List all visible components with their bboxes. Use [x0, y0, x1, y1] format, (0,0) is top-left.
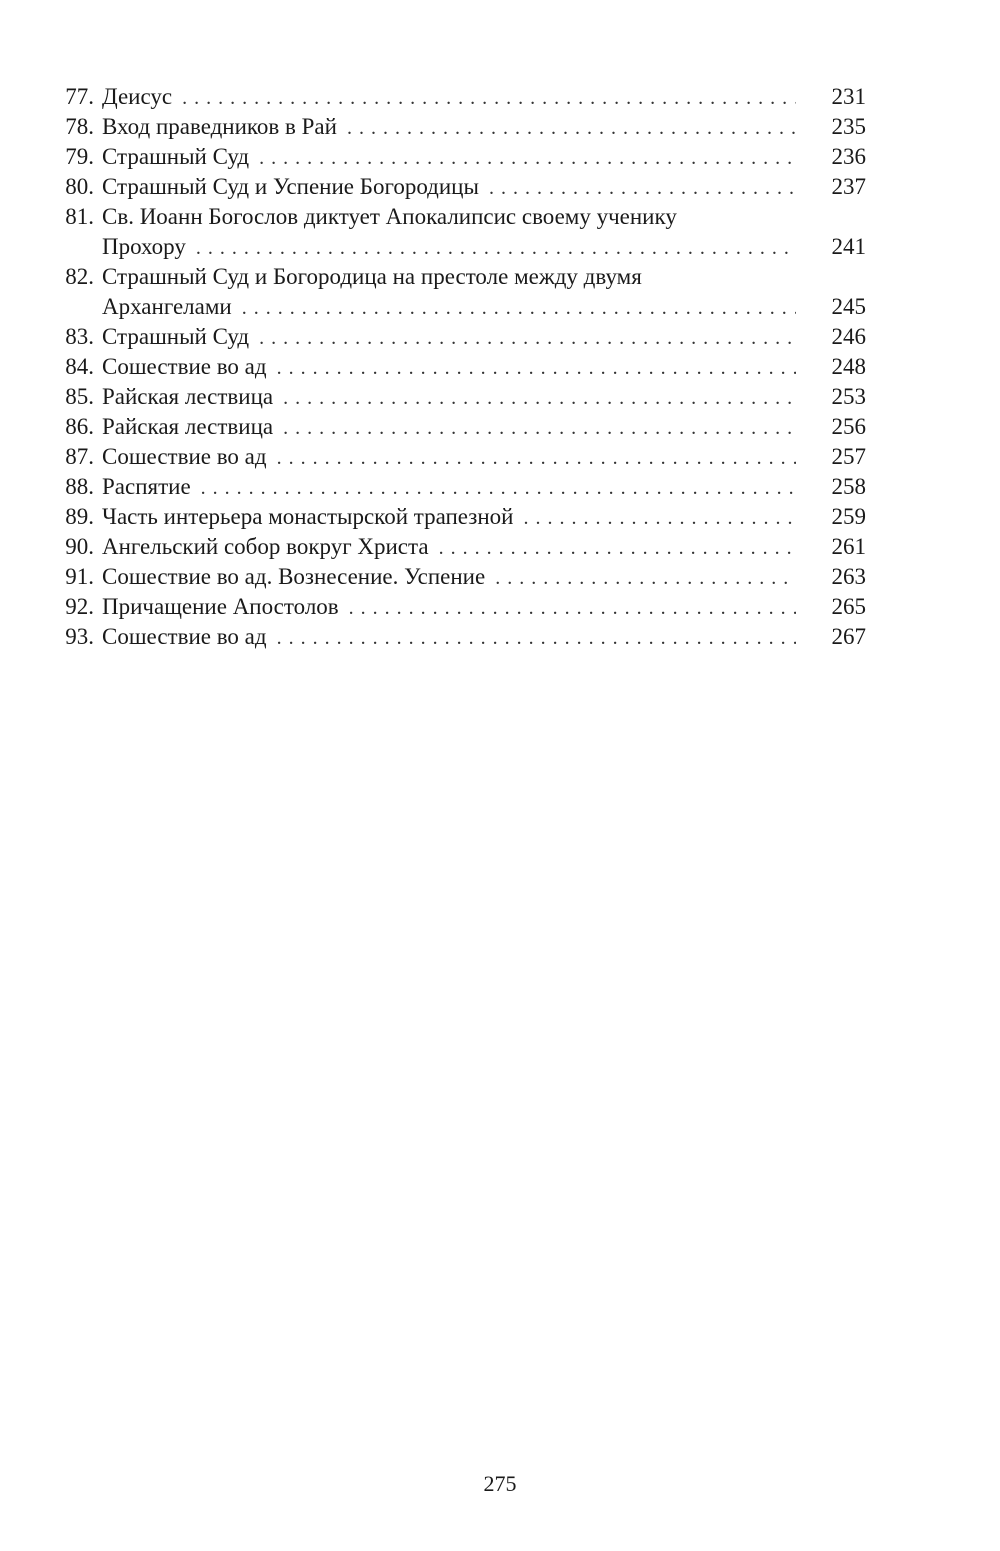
entry-title: Страшный Суд — [102, 324, 250, 349]
entry-title: Св. Иоанн Богослов диктует Апокалипсис своему ученику — [102, 204, 677, 229]
toc-entry-line — [46, 472, 866, 502]
toc-entry — [46, 112, 866, 142]
toc-entry — [46, 472, 866, 502]
entry-page-number: 235 — [831, 114, 866, 139]
dot-leader — [339, 593, 796, 623]
entry-page-number: 258 — [831, 474, 866, 499]
entry-page-number: 246 — [831, 324, 866, 349]
entry-title: Распятие — [102, 474, 191, 499]
toc-entry-line — [46, 562, 866, 592]
toc-entry-line — [46, 502, 866, 532]
entry-page-number: 236 — [831, 144, 866, 169]
entry-title: Сошествие во ад — [102, 444, 267, 469]
entry-number: 86. — [65, 414, 94, 439]
entry-title: Прохору — [102, 234, 186, 259]
toc-entry — [46, 142, 866, 172]
dot-leader — [337, 113, 796, 143]
entry-page-number: 237 — [831, 174, 866, 199]
entry-title: Ангельский собор вокруг Христа — [102, 534, 429, 559]
entry-title: Страшный Суд — [102, 144, 250, 169]
toc-entry-line — [46, 112, 866, 142]
entry-page-number: 253 — [831, 384, 866, 409]
entry-number: 81. — [65, 204, 94, 229]
entry-page-number: 231 — [831, 84, 866, 109]
entry-title: Архангелами — [102, 294, 232, 319]
entry-number: 91. — [65, 564, 94, 589]
entry-number: 77. — [65, 84, 94, 109]
entry-number: 84. — [65, 354, 94, 379]
entry-page-number: 261 — [831, 534, 866, 559]
toc-entry-line — [46, 532, 866, 562]
toc-entry — [46, 262, 866, 322]
dot-leader — [429, 533, 796, 563]
entry-number: 89. — [65, 504, 94, 529]
toc-entry — [46, 82, 866, 112]
dot-leader — [273, 413, 796, 443]
dot-leader — [172, 83, 796, 113]
entry-title: Сошествие во ад — [102, 624, 267, 649]
entry-title: Сошествие во ад — [102, 354, 267, 379]
page-number: 275 — [483, 1471, 517, 1496]
entry-page-number: 248 — [831, 354, 866, 379]
toc-entry-line — [46, 322, 866, 352]
toc-entry — [46, 442, 866, 472]
toc-entry-line — [46, 202, 866, 232]
toc-entry — [46, 502, 866, 532]
toc-entry — [46, 622, 866, 652]
entry-page-number: 267 — [831, 624, 866, 649]
dot-leader — [267, 353, 796, 383]
dot-leader — [485, 563, 796, 593]
dot-leader — [186, 233, 796, 263]
toc-entry — [46, 412, 866, 442]
entry-number: 92. — [65, 594, 94, 619]
entry-title: Сошествие во ад. Вознесение. Успение — [102, 564, 486, 589]
entry-number: 90. — [65, 534, 94, 559]
toc-entry-line — [46, 382, 866, 412]
toc-entry — [46, 202, 866, 262]
entry-number: 85. — [65, 384, 94, 409]
toc-entry-line — [46, 262, 866, 292]
entry-number: 82. — [65, 264, 94, 289]
toc-entry-line — [46, 142, 866, 172]
toc-entry-line — [46, 622, 866, 652]
entry-title: Страшный Суд и Богородица на престоле между двумя — [102, 264, 642, 289]
entry-page-number: 257 — [831, 444, 866, 469]
dot-leader — [191, 473, 796, 503]
toc-entry — [46, 382, 866, 412]
entry-title: Райская лествица — [102, 384, 274, 409]
entry-title: Деисус — [102, 84, 173, 109]
dot-leader — [232, 293, 796, 323]
toc-entry-line — [46, 592, 866, 622]
toc-entry-line — [46, 292, 866, 322]
toc-entry — [46, 352, 866, 382]
toc-entry — [46, 532, 866, 562]
toc-entry — [46, 592, 866, 622]
entry-number: 88. — [65, 474, 94, 499]
entry-number: 78. — [65, 114, 94, 139]
dot-leader — [267, 443, 796, 473]
toc-entry-line — [46, 442, 866, 472]
table-of-contents — [46, 82, 866, 652]
dot-leader — [249, 143, 796, 173]
dot-leader — [513, 503, 796, 533]
entry-page-number: 263 — [831, 564, 866, 589]
toc-entry — [46, 322, 866, 352]
entry-title: Райская лествица — [102, 414, 274, 439]
toc-entry — [46, 562, 866, 592]
dot-leader — [267, 623, 796, 653]
entry-title: Страшный Суд и Успение Богородицы — [102, 174, 479, 199]
entry-number: 80. — [65, 174, 94, 199]
entry-page-number: 259 — [831, 504, 866, 529]
entry-number: 79. — [65, 144, 94, 169]
entry-page-number: 256 — [831, 414, 866, 439]
toc-entry-line — [46, 82, 866, 112]
entry-page-number: 265 — [831, 594, 866, 619]
entry-title: Причащение Апостолов — [102, 594, 339, 619]
entry-number: 83. — [65, 324, 94, 349]
entry-number: 93. — [65, 624, 94, 649]
entry-title: Часть интерьера монастырской трапезной — [102, 504, 514, 529]
entry-page-number: 245 — [831, 294, 866, 319]
toc-entry — [46, 172, 866, 202]
entry-title: Вход праведников в Рай — [102, 114, 337, 139]
entry-page-number: 241 — [831, 234, 866, 259]
toc-entry-line — [46, 172, 866, 202]
toc-entry-line — [46, 352, 866, 382]
toc-entry-line — [46, 412, 866, 442]
entry-number: 87. — [65, 444, 94, 469]
toc-entry-line — [46, 232, 866, 262]
dot-leader — [249, 323, 796, 353]
dot-leader — [273, 383, 796, 413]
dot-leader — [479, 173, 796, 203]
